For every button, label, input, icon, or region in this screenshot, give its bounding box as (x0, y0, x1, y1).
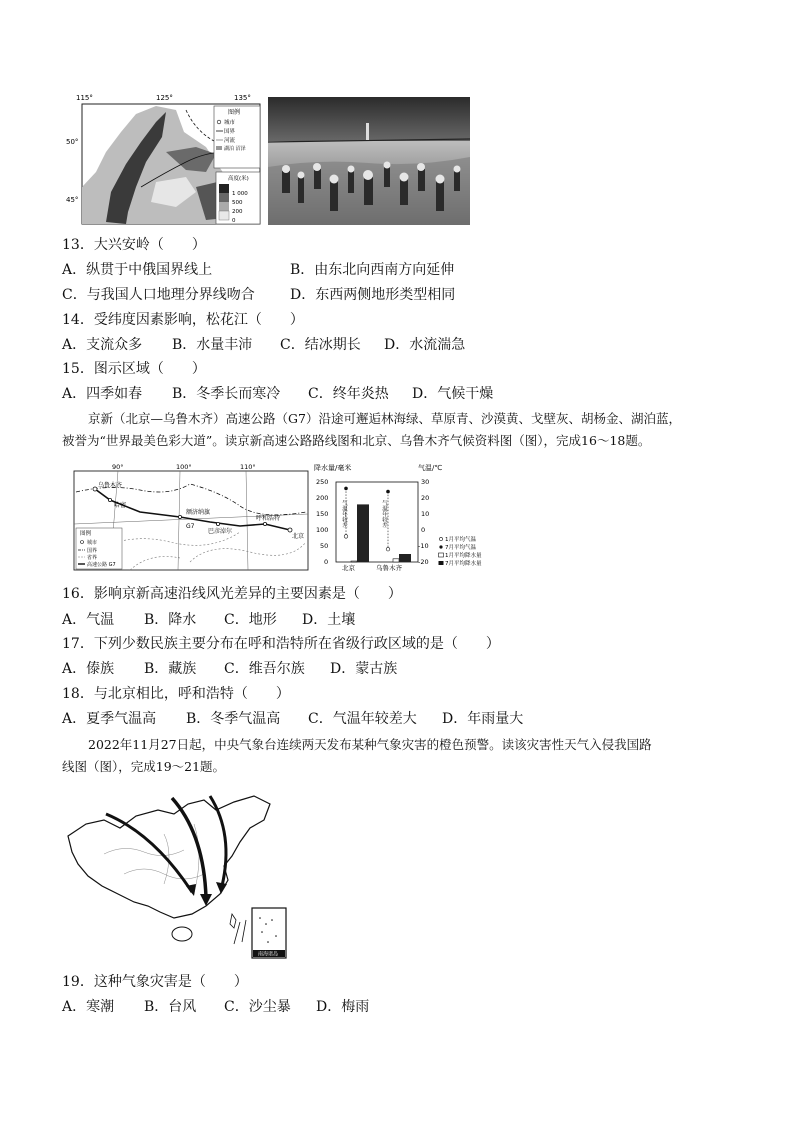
q13-option-a[interactable]: A．纵贯于中俄国界线上 (62, 262, 213, 278)
passage-1 (62, 408, 742, 452)
city-hami-dot (108, 498, 111, 501)
q19-option-b[interactable]: B．台风 (144, 999, 197, 1015)
right-tick: 10 (421, 510, 430, 518)
chart-ylabel-right: 气温/℃ (418, 464, 443, 472)
q17-option-b[interactable]: B．藏族 (144, 661, 197, 677)
q14-stem: 14．受纬度因素影响，松花江（ ） (62, 312, 304, 328)
city-ejina-dot (178, 515, 181, 518)
left-tick: 100 (316, 526, 329, 534)
g7-route-map (70, 462, 312, 572)
legend-jan-precip-icon (439, 553, 444, 557)
lon-label-135: 135° (234, 94, 251, 102)
legend-item-lake: 湖泊 沼泽 (224, 146, 246, 152)
elev-0: 0 (232, 218, 236, 224)
map2-legend-title: 图例 (80, 531, 92, 537)
lat-label-45: 45° (66, 196, 79, 204)
q14-option-c[interactable]: C．结冰期长 (280, 337, 361, 353)
legend-jan-precip: 1月平均降水量 (445, 553, 482, 559)
q19-stem: 19．这种气象灾害是（ ） (62, 974, 248, 990)
q17-option-a[interactable]: A．傣族 (62, 661, 115, 677)
city-hohhot-dot (263, 522, 266, 525)
category-label-beijing: 北京 (342, 564, 355, 572)
q13-option-d[interactable]: D．东西两侧地形类型相同 (290, 287, 456, 303)
legend-jan-temp-icon (439, 537, 442, 540)
q18-stem: 18．与北京相比，呼和浩特（ ） (62, 686, 290, 702)
q16-option-a[interactable]: A．气温 (62, 612, 115, 628)
legend-item-city: 城市 (224, 120, 236, 126)
elev-500: 500 (232, 200, 243, 206)
q15-option-b[interactable]: B．冬季长而寒冷 (172, 386, 281, 402)
elev-swatch-3 (219, 202, 229, 211)
bar-jan-precip-1 (393, 559, 399, 562)
city-label-urumqi: 乌鲁木齐 (98, 482, 123, 489)
q13-stem: 13．大兴安岭（ ） (62, 237, 206, 253)
q15-option-c[interactable]: C．终年炎热 (308, 386, 389, 402)
legend-jan-temp: 1月平均气温 (445, 537, 476, 543)
point-jul-temp-1 (386, 490, 390, 494)
left-tick: 200 (316, 494, 329, 502)
elev-swatch-1 (219, 184, 229, 193)
right-tick: 30 (421, 478, 430, 486)
frozen-river-photo (268, 97, 470, 225)
point-jan-temp-1 (386, 547, 390, 551)
lon-label-125: 125° (156, 94, 173, 102)
map2-legend-province: 省界 (87, 555, 98, 561)
q19-option-a[interactable]: A．寒潮 (62, 999, 115, 1015)
right-tick: 0 (421, 526, 426, 534)
q17-option-c[interactable]: C．维吾尔族 (224, 661, 305, 677)
point-jul-temp-0 (344, 487, 348, 491)
map2-city-legend-icon (81, 541, 84, 544)
hainan-island (172, 927, 192, 941)
q19-option-d[interactable]: D．梅雨 (316, 999, 370, 1015)
legend-jul-precip: 7月平均降水量 (445, 561, 482, 567)
city-label-hohhot: 呼和浩特 (256, 515, 281, 522)
q17-option-d[interactable]: D．蒙古族 (330, 661, 398, 677)
legend-jul-temp-icon (439, 545, 442, 548)
passage-1-line-2: 被誉为“世界最美色彩大道”。读京新高速公路路线图和北京、乌鲁木齐气候资料图（图），完成16～18题。 (62, 433, 651, 448)
left-tick: 250 (316, 478, 329, 486)
city-label-hami: 哈密 (114, 502, 127, 509)
elev-1000: 1 000 (232, 191, 248, 197)
city-urumqi-dot (93, 487, 97, 491)
bar-jul-precip-1 (399, 554, 411, 562)
right-tick: 20 (421, 494, 430, 502)
q14-option-d[interactable]: D．水流湍急 (384, 337, 466, 353)
q16-option-c[interactable]: C．地形 (224, 612, 277, 628)
map2-legend-highway: 高速公路 G7 (87, 562, 116, 568)
bar-jan-precip-0 (351, 561, 357, 562)
chart-ylabel-left: 降水量/毫米 (314, 464, 352, 472)
q18-option-c[interactable]: C．气温年较差大 (308, 711, 417, 727)
lake-legend-icon (216, 146, 222, 150)
q19-option-c[interactable]: C．沙尘暴 (224, 999, 291, 1015)
point-jan-temp-0 (344, 535, 348, 539)
elevation-title: 高度(米) (228, 176, 249, 182)
passage-2-line-2: 线图（图），完成19～21题。 (62, 759, 226, 774)
city-bayannur-dot (216, 522, 219, 525)
chart-plot-area (336, 482, 418, 562)
q15-option-d[interactable]: D．气候干燥 (412, 386, 494, 402)
inset-label: 南海诸岛 (258, 951, 279, 958)
frozen-river-photo-svg (268, 97, 470, 225)
q18-option-a[interactable]: A．夏季气温高 (62, 711, 157, 727)
legend-item-river: 河流 (224, 138, 236, 144)
map2-legend-border: 国界 (87, 548, 98, 554)
category-label-urumqi: 乌鲁木齐 (376, 564, 402, 572)
northeast-topo-map-svg (66, 92, 262, 226)
lon-label-115: 115° (76, 94, 93, 102)
city-label-bayannur: 巴彦淖尔 (208, 528, 233, 535)
photo-tower (366, 123, 369, 140)
city-label-beijing: 北京 (292, 533, 305, 540)
highway-label-g7: G7 (186, 523, 195, 530)
q13-option-c[interactable]: C．与我国人口地理分界线吻合 (62, 287, 255, 303)
q13-option-b[interactable]: B．由东北向西南方向延伸 (290, 262, 455, 278)
passage-1-line-1: 京新（北京—乌鲁木齐）高速公路（G7）沿途可邂逅林海绿、草原青、沙漠黄、戈壁灰、胡杨金、湖泊蓝， (88, 411, 681, 426)
taiwan-island (230, 914, 236, 928)
legend-jul-precip-icon (439, 561, 444, 565)
northeast-topo-map (66, 92, 262, 226)
annotation-beijing: 气温年较差 (341, 500, 347, 528)
city-label-ejina: 额济纳旗 (186, 509, 211, 516)
left-tick: 50 (320, 542, 329, 550)
coast-fragments (234, 920, 246, 944)
q16-stem: 16．影响京新高速沿线风光差异的主要因素是（ ） (62, 586, 402, 602)
left-axis-ticks (316, 478, 328, 566)
right-tick: -10 (418, 542, 429, 550)
q15-option-a[interactable]: A．四季如春 (62, 386, 143, 402)
passage-2-line-1: 2022年11月27日起，中央气象台连续两天发布某种气象灾害的橙色预警。读该灾害性天气入侵我国路 (88, 737, 652, 752)
chart-legend (439, 535, 482, 567)
right-axis-ticks (418, 478, 429, 566)
q17-stem: 17．下列少数民族主要分布在呼和浩特所在省级行政区域的是（ ） (62, 636, 500, 652)
q15-stem: 15．图示区域（ ） (62, 361, 206, 377)
elev-200: 200 (232, 209, 243, 215)
q16-option-b[interactable]: B．降水 (144, 612, 197, 628)
elev-swatch-4 (219, 211, 229, 220)
q18-option-d[interactable]: D．年雨量大 (442, 711, 524, 727)
map2-lon-110: 110° (240, 463, 256, 471)
left-tick: 0 (324, 558, 329, 566)
q18-option-b[interactable]: B．冬季气温高 (186, 711, 281, 727)
map2-legend-city: 城市 (87, 540, 98, 546)
bar-jul-precip-0 (357, 504, 369, 562)
city-beijing-dot (288, 528, 292, 532)
climate-chart (314, 462, 504, 574)
legend-item-border: 国界 (224, 129, 236, 135)
q14-option-b[interactable]: B．水量丰沛 (172, 337, 253, 353)
q14-option-a[interactable]: A．支流众多 (62, 337, 143, 353)
elev-swatch-2 (219, 193, 229, 202)
legend-jul-temp: 7月平均气温 (445, 545, 476, 551)
g7-route-map-svg (70, 462, 312, 572)
passage-2 (62, 734, 742, 778)
cold-wave-route-map-svg (64, 794, 290, 960)
legend-title: 图例 (228, 109, 241, 116)
map2-lon-90: 90° (112, 463, 124, 471)
left-tick: 150 (316, 510, 329, 518)
right-tick: -20 (418, 558, 429, 566)
lat-label-50: 50° (66, 138, 79, 146)
map2-lon-100: 100° (176, 463, 192, 471)
q16-option-d[interactable]: D．土壤 (302, 612, 356, 628)
cold-wave-route-map (64, 794, 290, 960)
climate-chart-svg (314, 462, 504, 574)
annotation-urumqi: 气温年较差 (381, 500, 387, 528)
